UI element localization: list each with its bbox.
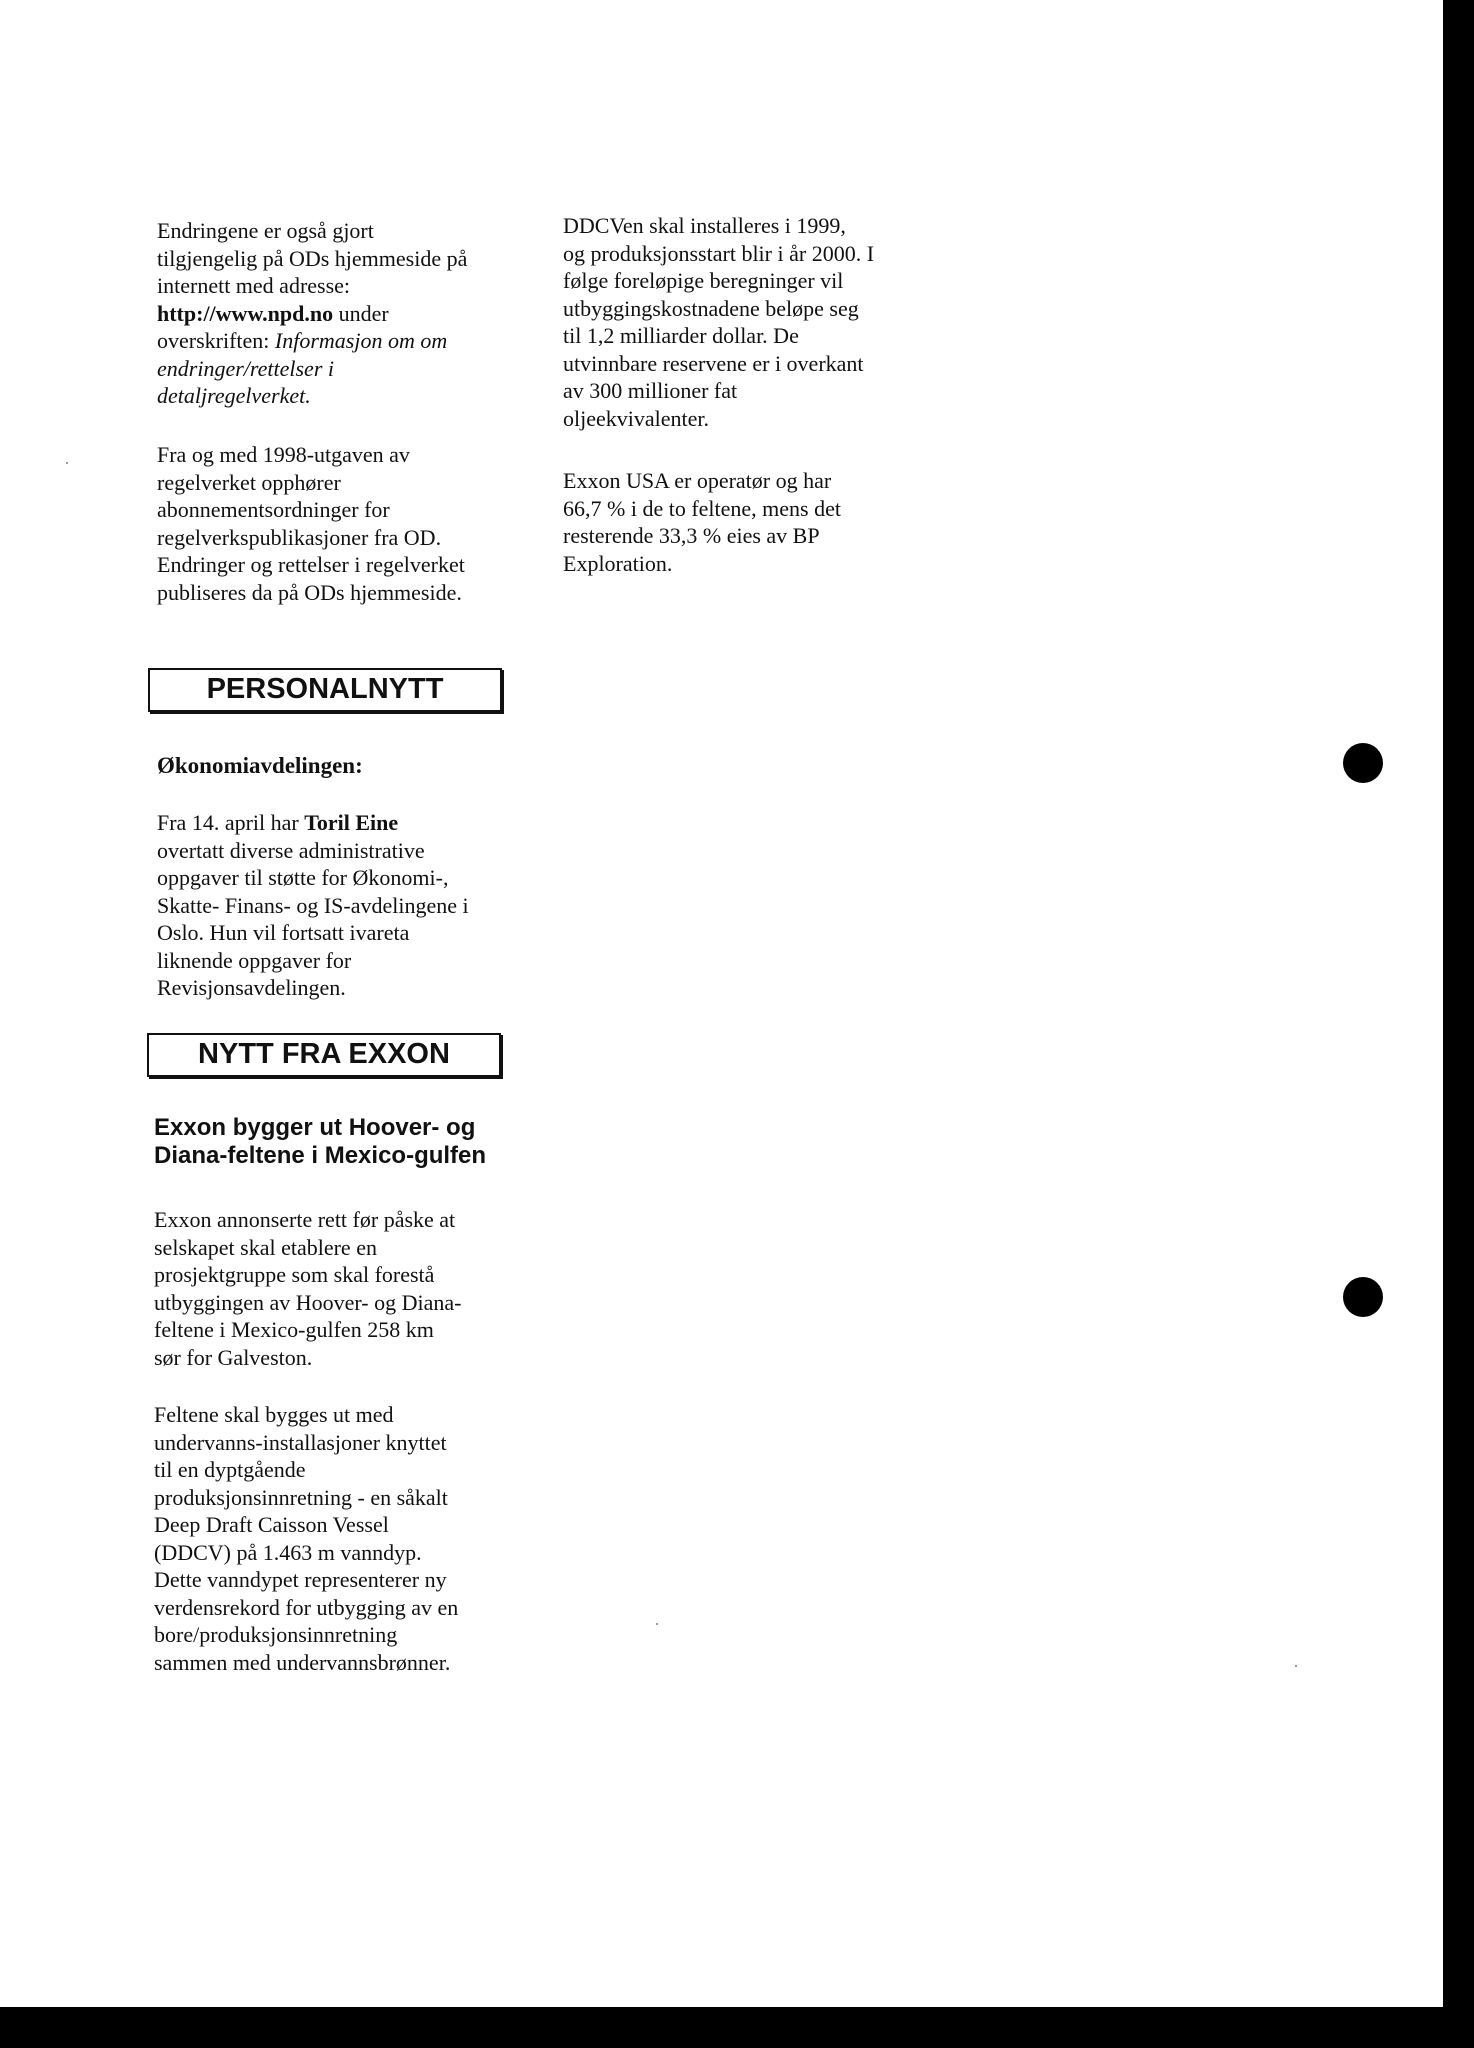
- exxon-p1-line-6: sør for Galveston.: [154, 1344, 313, 1370]
- exxon-p1-line-4: utbyggingen av Hoover- og Diana-: [154, 1289, 462, 1315]
- right-p1-line-5: til 1,2 milliarder dollar. De: [563, 323, 799, 348]
- right-p1-line-3: følge foreløpige beregninger vil: [563, 268, 844, 293]
- personal-line-6: liknende oppgaver for: [157, 947, 352, 973]
- exxon-p2-line-8: verdensrekord for utbygging av en: [154, 1594, 459, 1620]
- exxon-p2-line-1: Feltene skal bygges ut med: [154, 1402, 394, 1427]
- right-p2-line-4: Exploration.: [563, 550, 673, 576]
- department-title: Økonomiavdelingen:: [157, 753, 363, 778]
- intro-line-4-rest: under: [333, 300, 389, 326]
- intro-line-5: [157, 327, 467, 355]
- exxon-p1-line-1: Exxon annonserte rett før påske at: [154, 1207, 456, 1232]
- exxon-p2-line-10: sammen med undervannsbrønner.: [154, 1649, 451, 1675]
- exxon-paragraph-1: [154, 1206, 461, 1371]
- scan-speck: [1295, 1665, 1297, 1667]
- personal-line-3: oppgaver til støtte for Økonomi-,: [157, 865, 449, 890]
- personal-line-7: Revisjonsavdelingen.: [157, 975, 346, 1000]
- intro-line-1: Endringene er også gjort: [157, 218, 374, 243]
- exxon-p1-line-5: feltene i Mexico-gulfen 258 km: [154, 1317, 434, 1342]
- exxon-p1-line-2: selskapet skal etablere en: [154, 1234, 377, 1260]
- exxon-title-line-2: Diana-feltene i Mexico-gulfen: [154, 1142, 487, 1169]
- subscription-line-1: Fra og med 1998-utgaven av: [157, 442, 410, 467]
- personal-line-4: Skatte- Finans- og IS-avdelingene i: [157, 892, 469, 918]
- personalnytt-paragraph: [157, 809, 469, 1002]
- personalnytt-heading: PERSONALNYTT: [206, 673, 444, 705]
- subscription-line-3: abonnementsordninger for: [157, 497, 390, 522]
- exxon-p2-line-3: til en dyptgående: [154, 1457, 306, 1482]
- scan-speck: [656, 1623, 658, 1625]
- punch-hole-bottom-icon: [1343, 1277, 1383, 1317]
- exxon-title-line-1: Exxon bygger ut Hoover- og: [154, 1114, 476, 1141]
- right-p1-line-1: DDCVen skal installeres i 1999,: [563, 213, 846, 238]
- right-paragraph-1: [563, 212, 874, 432]
- exxon-heading: NYTT FRA EXXON: [198, 1038, 450, 1070]
- intro-line-2: tilgjengelig på ODs hjemmeside på: [157, 245, 468, 271]
- right-p2-line-2: 66,7 % i de to feltene, mens det: [563, 495, 841, 521]
- npd-url-link[interactable]: http://www.npd.no: [157, 300, 334, 326]
- subscription-line-6: publiseres da på ODs hjemmeside.: [157, 579, 462, 605]
- subscription-paragraph: [157, 441, 465, 606]
- personal-line-5: Oslo. Hun vil fortsatt ivareta: [157, 920, 410, 945]
- exxon-p2-line-6: (DDCV) på 1.463 m vanndyp.: [154, 1539, 422, 1565]
- personal-line-1-prefix: Fra 14. april har: [157, 810, 305, 835]
- personalnytt-heading-box: [148, 668, 502, 712]
- exxon-paragraph-2: [154, 1401, 458, 1676]
- exxon-heading-box: [147, 1033, 501, 1077]
- personal-line-2: overtatt diverse administrative: [157, 837, 425, 863]
- personal-line-1: [157, 809, 469, 837]
- intro-line-3: internett med adresse:: [157, 273, 351, 298]
- right-paragraph-2: [563, 467, 841, 577]
- right-p1-line-6: utvinnbare reservene er i overkant: [563, 350, 864, 376]
- exxon-p2-line-5: Deep Draft Caisson Vessel: [154, 1512, 389, 1537]
- intro-line-4: [157, 300, 467, 328]
- subscription-line-2: regelverket opphører: [157, 469, 341, 495]
- punch-hole-top-icon: [1343, 743, 1383, 783]
- exxon-p2-line-9: bore/produksjonsinnretning: [154, 1622, 398, 1647]
- exxon-p2-line-4: produksjonsinnretning - en såkalt: [154, 1484, 448, 1510]
- subscription-line-4: regelverkspublikasjoner fra OD.: [157, 524, 442, 550]
- right-p1-line-2: og produksjonsstart blir i år 2000. I: [563, 240, 875, 266]
- right-p2-line-1: Exxon USA er operatør og har: [563, 468, 832, 493]
- right-p1-line-4: utbyggingskostnadene beløpe seg: [563, 295, 859, 321]
- intro-paragraph: [157, 217, 467, 410]
- subscription-line-5: Endringer og rettelser i regelverket: [157, 552, 465, 577]
- right-p1-line-8: oljeekvivalenter.: [563, 405, 709, 431]
- right-p2-line-3: resterende 33,3 % eies av BP: [563, 523, 820, 548]
- exxon-p2-line-7: Dette vanndypet representerer ny: [154, 1567, 447, 1592]
- person-name: Toril Eine: [304, 810, 399, 835]
- intro-line-6: endringer/rettelser i: [157, 355, 334, 381]
- exxon-p2-line-2: undervanns-installasjoner knyttet: [154, 1429, 447, 1455]
- intro-line-5-prefix: overskriften:: [157, 328, 275, 353]
- intro-line-7: detaljregelverket.: [157, 383, 311, 408]
- exxon-article-title: [154, 1114, 486, 1170]
- exxon-p1-line-3: prosjektgruppe som skal forestå: [154, 1262, 435, 1287]
- scan-speck: [66, 462, 68, 464]
- right-p1-line-7: av 300 millioner fat: [563, 378, 738, 403]
- intro-line-5-italic: Informasjon om om: [274, 328, 448, 353]
